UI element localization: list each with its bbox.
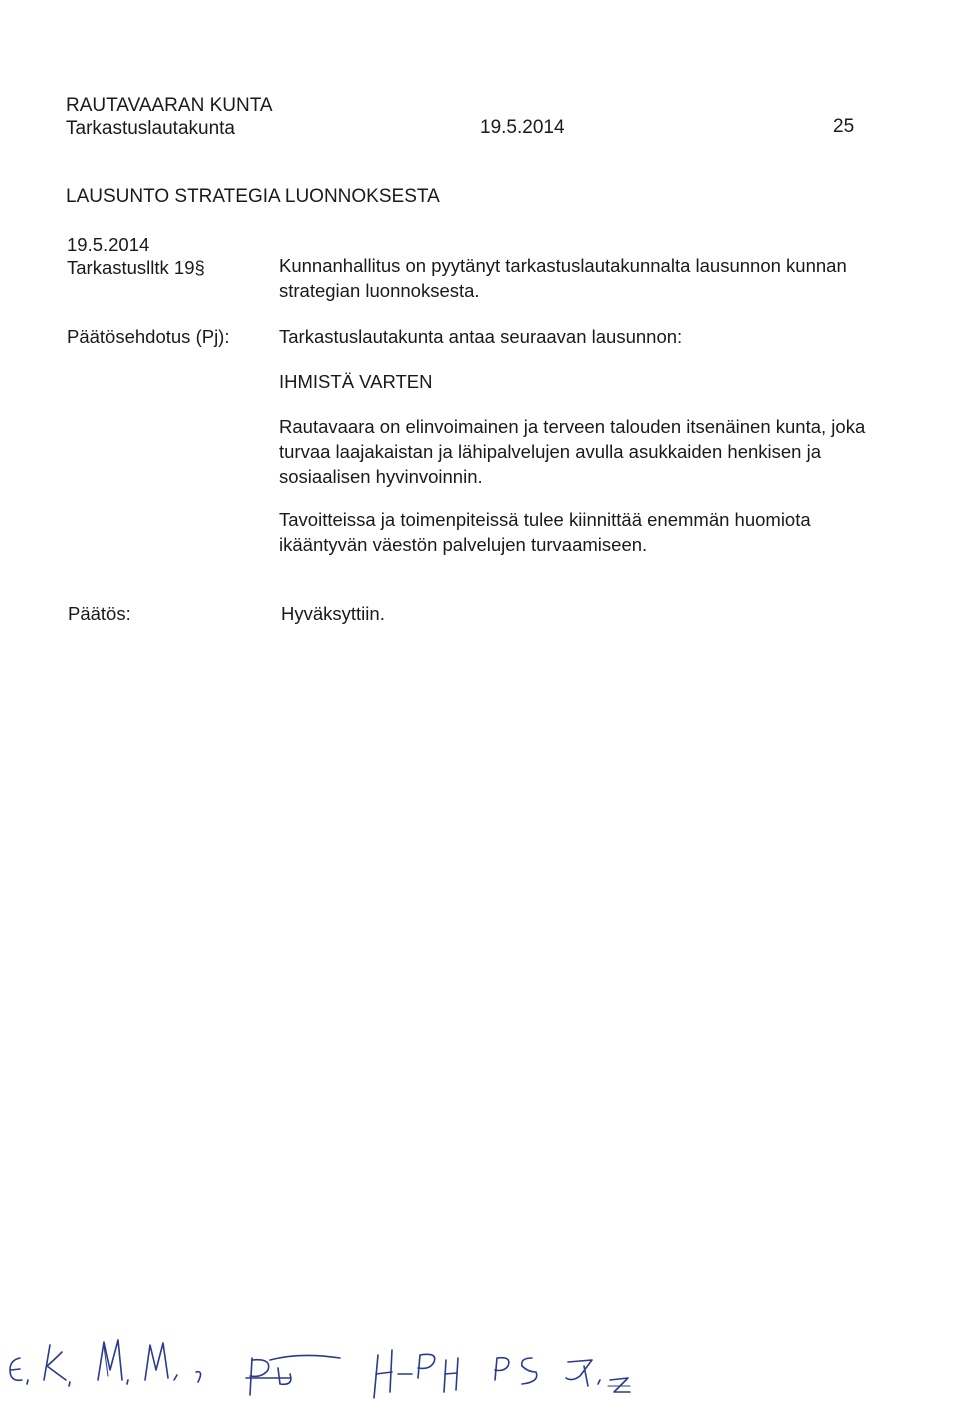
initials-ek-signature	[10, 1345, 70, 1386]
statement-paragraph-1: Rautavaara on elinvoimainen ja terveen talouden itsenäinen kunta, joka turvaa laajakaistan ja lähipalvelujen avulla asukkaiden henkisen ja sosiaalisen hyvinvoinnin.	[279, 416, 866, 487]
municipality-name: RAUTAVAARAN KUNTA	[66, 95, 273, 116]
header-date: 19.5.2014	[480, 117, 565, 138]
initials-rk-signature	[566, 1360, 630, 1392]
proposal-label: Päätösehdotus (Pj):	[67, 326, 230, 347]
section-reference: Tarkastuslltk 19§	[67, 257, 205, 278]
initials-hph-signature	[374, 1350, 458, 1398]
committee-name: Tarkastuslautakunta	[66, 118, 235, 139]
handwritten-initials	[0, 1300, 960, 1403]
decision-label: Päätös:	[68, 603, 131, 624]
document-title: LAUSUNTO STRATEGIA LUONNOKSESTA	[66, 186, 440, 207]
meeting-date: 19.5.2014	[67, 234, 150, 255]
statement-heading: IHMISTÄ VARTEN	[279, 371, 433, 392]
proposal-text: Tarkastuslautakunta antaa seuraavan lausunnon:	[279, 326, 683, 347]
intro-paragraph: Kunnanhallitus on pyytänyt tarkastuslautakunnalta lausunnon kunnan strategian luonnoksesta.	[279, 255, 847, 301]
initials-ps2-signature	[495, 1358, 537, 1384]
initials-ps-signature	[246, 1355, 340, 1395]
page-number: 25	[833, 116, 855, 137]
initials-mm-signature	[98, 1340, 201, 1384]
decision-text: Hyväksyttiin.	[281, 603, 385, 624]
statement-paragraph-2: Tavoitteissa ja toimenpiteissä tulee kiinnittää enemmän huomiota ikääntyvän väestön palvelujen turvaamiseen.	[279, 509, 811, 555]
